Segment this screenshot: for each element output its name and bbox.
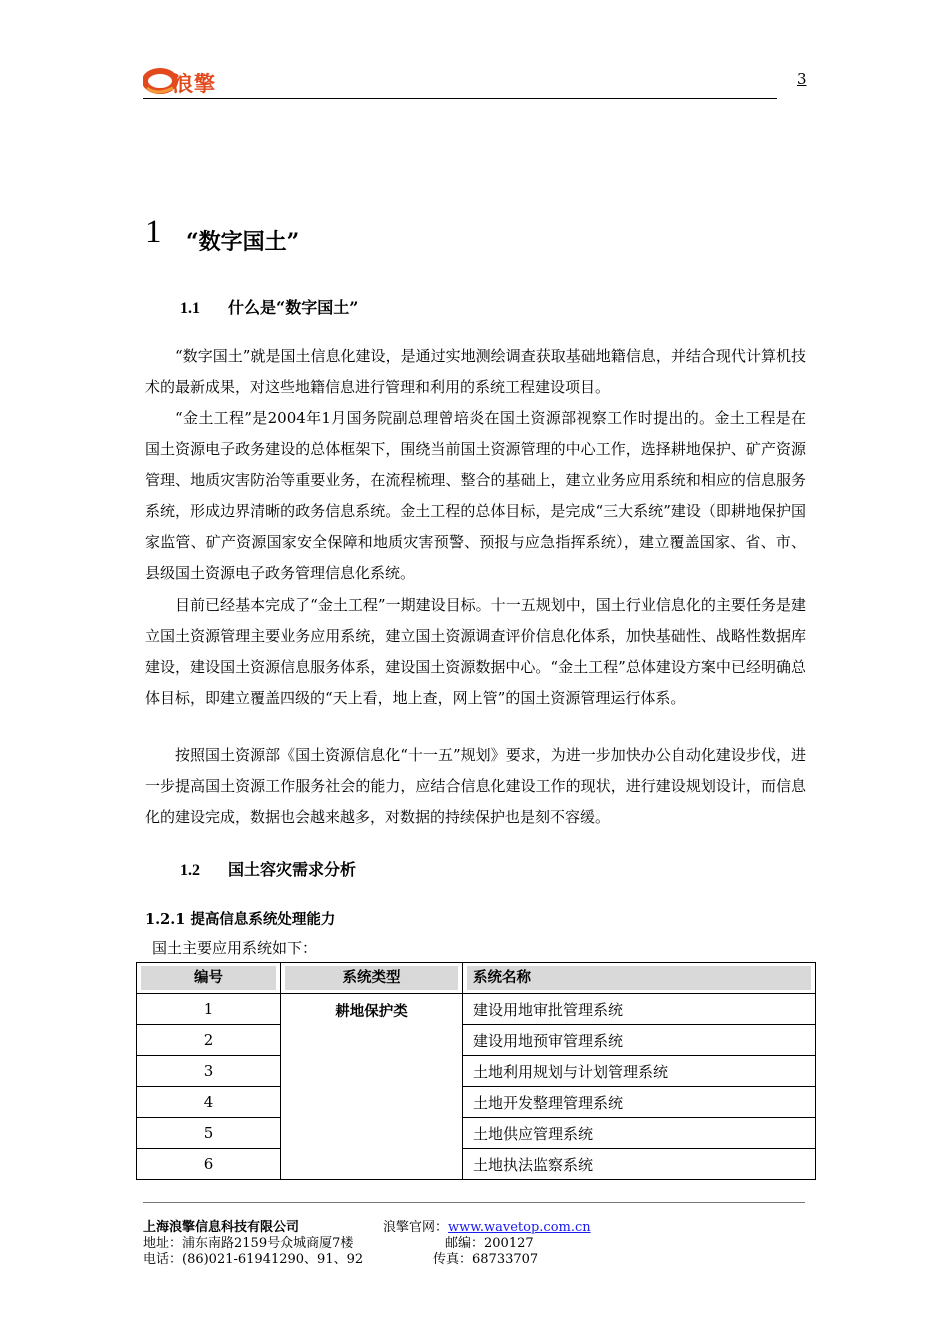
footer-divider — [143, 1202, 805, 1203]
footer-company: 上海浪擎信息科技有限公司 — [143, 1220, 300, 1235]
header-name: 系统名称 — [463, 963, 816, 994]
paragraph-3: 目前已经基本完成了“金土工程”一期建设目标。十一五规划中，国土行业信息化的主要任务是建立国土资源管理主要业务应用系统，建立国土资源调查评价信息化体系，加快基础性、战略性数据库建设，建设国土资源信息服务体系，建设国土资源数据中心。“金土工程”总体建设方案中已经明确总体目标，即建立覆盖四级的“天上看，地上查，网上管”的国土资源管理运行体系。 — [145, 596, 806, 707]
table-header-row — [137, 963, 816, 994]
section-heading-1-2 — [180, 857, 356, 880]
chapter-number: 1 — [145, 214, 162, 250]
row-name: 建设用地审批管理系统 — [463, 994, 816, 1025]
footer-address: 地址：浦东南路2159号众城商厦7楼 — [143, 1236, 354, 1251]
paragraph-1: “数字国土”就是国土信息化建设，是通过实地测绘调查获取基础地籍信息，并结合现代计算机技术的最新成果，对这些地籍信息进行管理和利用的系统工程建设项目。 — [145, 347, 806, 396]
footer-website — [383, 1220, 591, 1235]
table-row — [137, 994, 816, 1025]
row-id: 4 — [137, 1087, 281, 1118]
subsection-number: 1.2.1 — [145, 911, 186, 928]
paragraph-4: 按照国土资源部《国土资源信息化“十一五”规划》要求，为进一步加快办公自动化建设步伐，进一步提高国土资源工作服务社会的能力，应结合信息化建设工作的现状，进行建设规划设计，而信息化的建设完成，数据也会越来越多，对数据的持续保护也是刻不容缓。 — [145, 746, 806, 826]
row-name: 建设用地预审管理系统 — [463, 1025, 816, 1056]
row-name: 土地执法监察系统 — [463, 1149, 816, 1180]
website-label: 浪擎官网： — [383, 1220, 449, 1235]
footer-phone: 电话：(86)021-61941290、91、92 — [143, 1252, 364, 1267]
logo-text: 浪擎 — [172, 72, 216, 96]
footer-postcode: 邮编：200127 — [445, 1236, 534, 1251]
header-type: 系统类型 — [281, 963, 463, 994]
row-type: 耕地保护类 — [281, 994, 463, 1180]
paragraph-2: “金土工程”是2004年1月国务院副总理曾培炎在国土资源部视察工作时提出的。金土工程是在国土资源电子政务建设的总体框架下，围绕当前国土资源管理的中心工作，选择耕地保护、矿产资源管理、地质灾害防治等重要业务，在流程梳理、整合的基础上，建立业务应用系统和相应的信息服务系统，形成边界清晰的政务信息系统。金土工程的总体目标，是完成“三大系统”建设（即耕地保护国家监管、矿产资源国家安全保障和地质灾害预警、预报与应急指挥系统），建立覆盖国家、省、市、县级国土资源电子政务管理信息化系统。 — [145, 409, 806, 582]
website-link[interactable]: www.wavetop.com.cn — [448, 1220, 591, 1235]
row-id: 1 — [137, 994, 281, 1025]
section-number: 1.1 — [180, 300, 200, 317]
row-id: 5 — [137, 1118, 281, 1149]
table-intro: 国土主要应用系统如下： — [152, 939, 318, 957]
subsection-title: 提高信息系统处理能力 — [190, 911, 336, 928]
table-row — [137, 1118, 816, 1149]
row-name: 土地供应管理系统 — [463, 1118, 816, 1149]
row-id: 2 — [137, 1025, 281, 1056]
chapter-title: “数字国土” — [186, 229, 300, 255]
section-title: 什么是“数字国土” — [228, 298, 359, 317]
section-title: 国土容灾需求分析 — [228, 860, 357, 879]
row-name: 土地开发整理管理系统 — [463, 1087, 816, 1118]
table-row — [137, 1025, 816, 1056]
section-heading-1-1 — [180, 295, 358, 318]
footer-fax: 传真：68733707 — [433, 1252, 539, 1267]
table-row — [137, 1056, 816, 1087]
row-name: 土地利用规划与计划管理系统 — [463, 1056, 816, 1087]
section-number: 1.2 — [180, 862, 200, 879]
row-id: 3 — [137, 1056, 281, 1087]
subsection-heading-1-2-1 — [145, 908, 335, 929]
row-id: 6 — [137, 1149, 281, 1180]
table-row — [137, 1149, 816, 1180]
application-systems-table — [136, 962, 816, 1180]
header-id: 编号 — [137, 963, 281, 994]
header-divider — [143, 98, 777, 99]
table-row — [137, 1087, 816, 1118]
page-number: 3 — [797, 70, 807, 88]
